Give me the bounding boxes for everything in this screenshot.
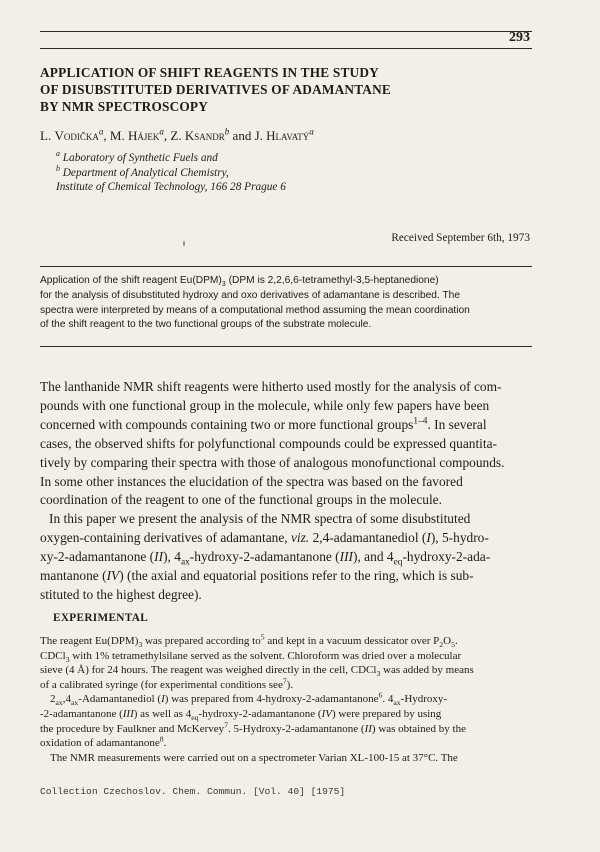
- title-line: OF DISUBSTITUTED DERIVATIVES OF ADAMANTANE: [40, 82, 391, 97]
- affiliation-mark: a: [309, 126, 314, 137]
- author-initial: J.: [254, 128, 267, 143]
- body-line: concerned with compounds containing two or more functional groups$^{1-4}$. In several: [40, 416, 487, 432]
- title-line: APPLICATION OF SHIFT REAGENTS IN THE STUDY: [40, 65, 379, 80]
- exp-line: of a calibrated syringe (for experimental conditions see$^7$).: [40, 676, 294, 691]
- abstract-line: Application of the shift reagent $Eu(DPM)_3$ (DPM is 2,2,6,6-tetramethyl-3,5-heptanedione): [40, 275, 439, 289]
- page-number: 293: [509, 30, 530, 45]
- affiliation-mark: b: [56, 163, 60, 173]
- paper-speck: [183, 241, 185, 246]
- body-line: cases, the observed shifts for polyfunctional compounds could be expressed quantita-: [40, 435, 498, 451]
- exp-line: CDCl$_3$ with 1% tetramethylsilane served as the solvent. Chloroform was dried over a molecular: [40, 649, 462, 664]
- introduction-text: [40, 378, 532, 605]
- exp-line: -2-adamantanone (III) as well as $4_{eq}-hydroxy-2$-adamantanone (IV) were prepared by using: [40, 707, 442, 723]
- affiliations: [56, 151, 286, 195]
- body-line: xy-2-adamantanone (II), $4_{ax}-hydroxy-2$-adamantanone (III), and $4_{eq}-hydroxy-2-ada-$: [40, 549, 491, 568]
- author-name: Hlavatý: [266, 128, 310, 143]
- exp-line: The NMR measurements were carried out on a spectrometer Varian XL-100-15 at 37°C. The: [50, 751, 458, 764]
- body-line: oxygen-containing derivatives of adamantane, viz. 2,4-adamantanediol (I), 5-hydro-: [40, 530, 489, 546]
- journal-footer: Collection Czechoslov. Chem. Commun. [Vol. 40] [1975]: [40, 786, 346, 797]
- affiliation-line: $^a$ Laboratory of Synthetic Fuels and: [56, 149, 218, 164]
- author-name: Hájek: [127, 128, 160, 143]
- affiliation-mark: a: [98, 126, 104, 137]
- section-heading-experimental: EXPERIMENTAL: [53, 612, 149, 624]
- body-line: The lanthanide NMR shift reagents were hitherto used mostly for the analysis of com-: [40, 379, 502, 394]
- header-rule-top: [40, 31, 532, 32]
- title-line: BY NMR SPECTROSCOPY: [40, 99, 209, 114]
- body-line: tively by comparing their spectra with those of analogous monofunctional compounds.: [40, 454, 505, 470]
- abstract-rule-bottom: [40, 346, 532, 347]
- affiliation-mark: a: [56, 149, 60, 159]
- article-title: [40, 64, 460, 115]
- body-line: pounds with one functional group in the molecule, while only few papers have been: [40, 397, 490, 413]
- abstract-rule-top: [40, 266, 532, 267]
- body-line: mantanone (IV) (the axial and equatorial positions refer to the ring, which is sub-: [40, 568, 474, 584]
- citation-ref: 1–4: [413, 416, 428, 427]
- abstract-line: spectra were interpreted by means of a computational method assuming the mean coordination: [40, 304, 470, 316]
- experimental-text: [40, 634, 532, 765]
- affiliation-line: Institute of Chemical Technology, 166 28 Prague 6: [56, 181, 286, 193]
- header-rule-bottom: [40, 48, 532, 49]
- author-initial: Z.: [170, 128, 185, 143]
- affiliation-mark: b: [224, 126, 230, 137]
- affiliation-mark: a: [159, 126, 164, 137]
- body-line: stituted to the highest degree).: [40, 586, 202, 602]
- abstract: [40, 274, 532, 333]
- exp-line: sieve (4 Å) for 24 hours. The reagent was weighed directly in the cell, CDCl$_3$ was added by means: [40, 664, 474, 679]
- affiliation-line: $^b$ Department of Analytical Chemistry,: [56, 163, 229, 179]
- exp-line: The reagent $Eu(DPM)_3$ was prepared according $to^5$ and kept in a vacuum dessicator over $P_2O_5$.: [40, 632, 458, 650]
- author-name: Ksandr: [184, 128, 225, 143]
- author-name: Vodička: [54, 128, 99, 143]
- exp-line: the procedure by Faulkner and McKervey$^7$. 5-Hydroxy-2-adamantanone (II) was obtained by the: [40, 719, 466, 735]
- abstract-line: of the shift reagent to the two functional groups of the substrate molecule.: [40, 319, 372, 331]
- author-conjunction: and: [229, 128, 255, 143]
- body-line: In some other instances the elucidation of the spectra was based on the favored: [40, 473, 463, 489]
- body-line: In this paper we present the analysis of the NMR spectra of some disubstituted: [49, 511, 471, 527]
- author-initial: L.: [40, 128, 55, 143]
- exp-line: oxidation of adamantanone$^8$.: [40, 734, 167, 750]
- author-initial: M.: [109, 128, 128, 143]
- abstract-line: for the analysis of disubstituted hydroxy and oxo derivatives of adamantane is described. The: [40, 289, 461, 301]
- received-date: Received September 6th, 1973: [391, 232, 530, 244]
- exp-line: $2_{ax},4_{ax}$-Adamantanediol (I) was prepared from 4-hydroxy-2-adamantanone$^6$. $4_{ax}-Hydroxy-$: [50, 690, 448, 708]
- author-list: L. Vodička$^a$, M. Hájek$^a$, Z. Ksandr$^b$ and J. Hlavatý$^a$: [40, 126, 314, 143]
- body-line: coordination of the reagent to one of the functional groups in the molecule.: [40, 492, 442, 508]
